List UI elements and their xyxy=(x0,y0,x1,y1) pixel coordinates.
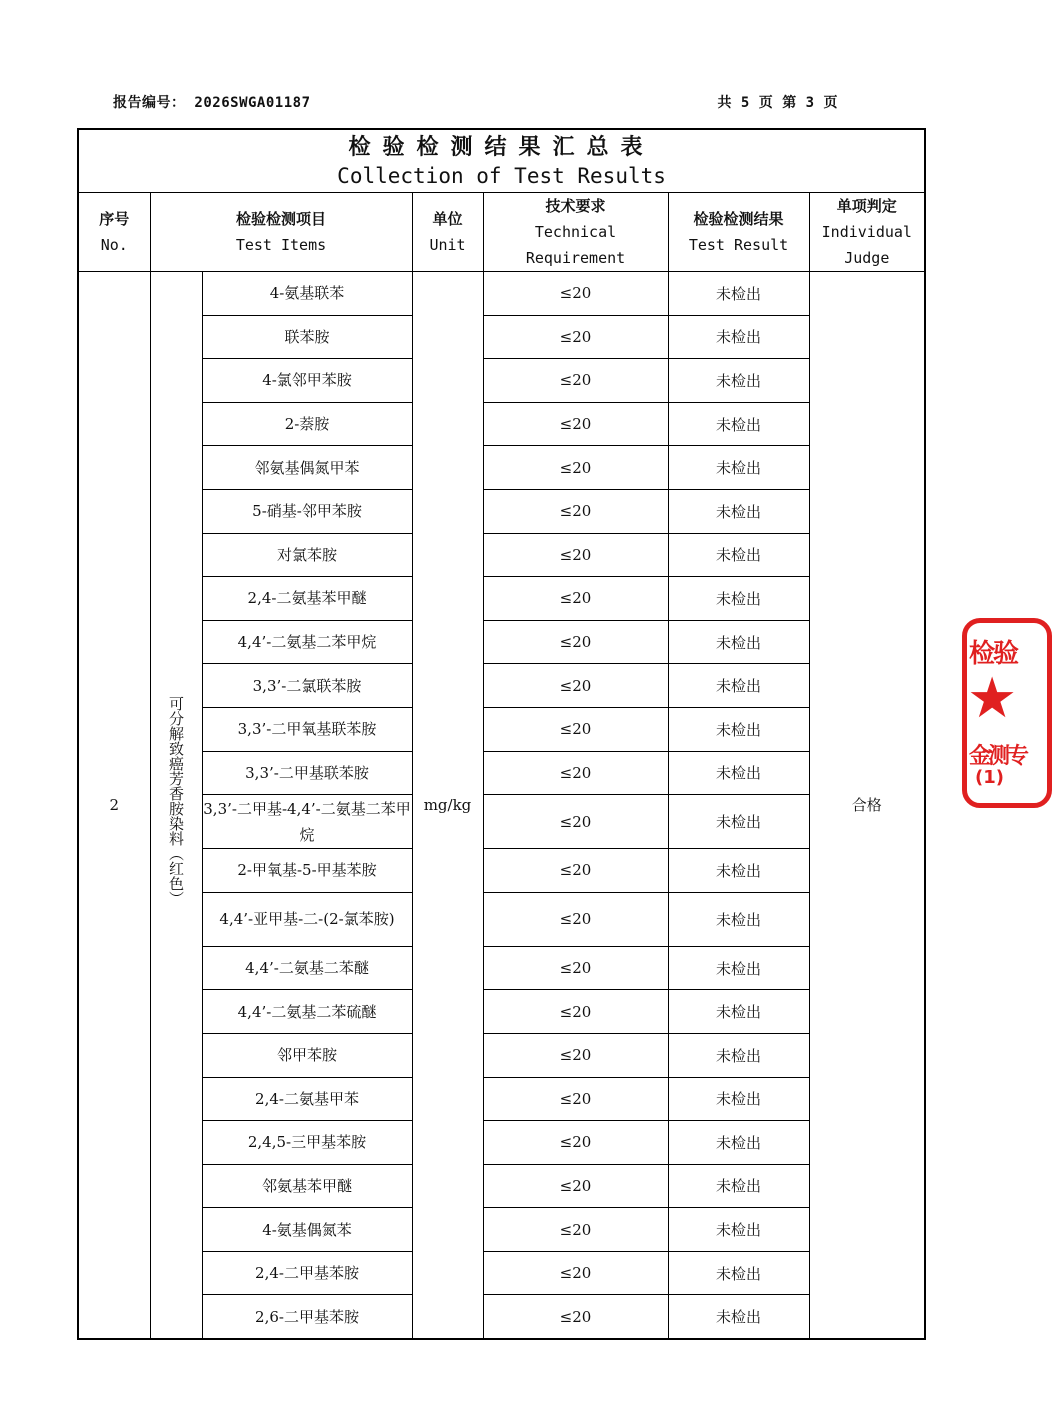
page-info: 共 5 页 第 3 页 xyxy=(717,95,838,111)
table-row xyxy=(78,664,925,708)
test-result: 未检出 xyxy=(668,533,809,577)
technical-requirement: ≤20 xyxy=(483,1077,668,1121)
technical-requirement: ≤20 xyxy=(483,489,668,533)
technical-requirement: ≤20 xyxy=(483,664,668,708)
col-result-cn: 检验检测结果 xyxy=(693,210,784,228)
test-result: 未检出 xyxy=(668,849,809,893)
technical-requirement: ≤20 xyxy=(483,577,668,621)
table-row xyxy=(78,1295,925,1339)
group-number: 2 xyxy=(78,272,150,1339)
test-item: 4-氯邻甲苯胺 xyxy=(202,359,412,403)
table-row xyxy=(78,1077,925,1121)
col-judge-en1: Individual xyxy=(821,223,912,241)
table-row xyxy=(78,946,925,990)
technical-requirement: ≤20 xyxy=(483,751,668,795)
test-result: 未检出 xyxy=(668,620,809,664)
group-unit: mg/kg xyxy=(412,272,483,1339)
group-category xyxy=(150,272,202,1339)
test-result: 未检出 xyxy=(668,664,809,708)
col-head-req xyxy=(483,193,668,272)
test-item: 3,3’-二甲氧基联苯胺 xyxy=(202,707,412,751)
group-judge: 合格 xyxy=(809,272,925,1339)
col-no-cn: 序号 xyxy=(99,210,130,228)
col-head-items xyxy=(150,193,412,272)
test-item: 3,3’-二氯联苯胺 xyxy=(202,664,412,708)
test-item: 联苯胺 xyxy=(202,315,412,359)
test-result: 未检出 xyxy=(668,707,809,751)
technical-requirement: ≤20 xyxy=(483,1033,668,1077)
technical-requirement: ≤20 xyxy=(483,707,668,751)
table-row xyxy=(78,1251,925,1295)
table-row xyxy=(78,849,925,893)
test-item: 5-硝基-邻甲苯胺 xyxy=(202,489,412,533)
table-row xyxy=(78,359,925,403)
test-result: 未检出 xyxy=(668,315,809,359)
col-head-unit xyxy=(412,193,483,272)
test-result: 未检出 xyxy=(668,1164,809,1208)
table-row xyxy=(78,272,925,316)
test-result: 未检出 xyxy=(668,402,809,446)
test-result: 未检出 xyxy=(668,946,809,990)
seal-text-top: 检验 xyxy=(969,639,1018,669)
test-result: 未检出 xyxy=(668,1033,809,1077)
seal-text-mid: 金测专 xyxy=(969,744,1027,769)
table-row xyxy=(78,1121,925,1165)
table-row xyxy=(78,707,925,751)
test-result: 未检出 xyxy=(668,1295,809,1339)
test-result: 未检出 xyxy=(668,1121,809,1165)
test-result: 未检出 xyxy=(668,272,809,316)
col-req-en1: Technical xyxy=(534,223,617,241)
test-item: 3,3’-二甲基-4,4’-二氨基二苯甲烷 xyxy=(202,795,412,849)
table-row xyxy=(78,990,925,1034)
test-item: 2,4-二氨基苯甲醚 xyxy=(202,577,412,621)
technical-requirement: ≤20 xyxy=(483,990,668,1034)
technical-requirement: ≤20 xyxy=(483,1164,668,1208)
test-result: 未检出 xyxy=(668,577,809,621)
technical-requirement: ≤20 xyxy=(483,946,668,990)
test-result: 未检出 xyxy=(668,990,809,1034)
technical-requirement: ≤20 xyxy=(483,1251,668,1295)
table-row xyxy=(78,315,925,359)
test-item: 3,3’-二甲基联苯胺 xyxy=(202,751,412,795)
title-cn: 检验检测结果汇总表 xyxy=(348,134,655,160)
technical-requirement: ≤20 xyxy=(483,849,668,893)
report-number: 报告编号： 2026SWGA01187 xyxy=(113,95,311,111)
test-item: 邻甲苯胺 xyxy=(202,1033,412,1077)
test-result: 未检出 xyxy=(668,751,809,795)
technical-requirement: ≤20 xyxy=(483,359,668,403)
col-unit-cn: 单位 xyxy=(432,210,463,228)
table-row xyxy=(78,620,925,664)
test-item: 4-氨基联苯 xyxy=(202,272,412,316)
col-req-cn: 技术要求 xyxy=(545,197,606,215)
test-result: 未检出 xyxy=(668,489,809,533)
category-label: 可分解致癌芳香胺染料（红色） xyxy=(167,695,185,906)
technical-requirement: ≤20 xyxy=(483,620,668,664)
col-unit-en: Unit xyxy=(429,236,466,254)
col-req-en2: Requirement xyxy=(525,249,626,267)
table-row xyxy=(78,577,925,621)
test-result: 未检出 xyxy=(668,795,809,849)
technical-requirement: ≤20 xyxy=(483,1121,668,1165)
test-item: 4,4’-二氨基二苯醚 xyxy=(202,946,412,990)
test-result: 未检出 xyxy=(668,892,809,946)
test-item: 2,4-二甲基苯胺 xyxy=(202,1251,412,1295)
test-item: 对氯苯胺 xyxy=(202,533,412,577)
technical-requirement: ≤20 xyxy=(483,446,668,490)
test-result: 未检出 xyxy=(668,446,809,490)
test-item: 4-氨基偶氮苯 xyxy=(202,1208,412,1252)
col-items-cn: 检验检测项目 xyxy=(235,210,326,228)
test-item: 2,4-二氨基甲苯 xyxy=(202,1077,412,1121)
table-row xyxy=(78,1033,925,1077)
col-judge-en2: Judge xyxy=(844,249,890,267)
test-item: 邻氨基苯甲醚 xyxy=(202,1164,412,1208)
technical-requirement: ≤20 xyxy=(483,315,668,359)
test-item: 4,4’-二氨基二苯甲烷 xyxy=(202,620,412,664)
technical-requirement: ≤20 xyxy=(483,1295,668,1339)
col-items-en: Test Items xyxy=(235,236,327,254)
inspection-seal xyxy=(962,618,1052,808)
results-table xyxy=(77,128,926,1340)
technical-requirement: ≤20 xyxy=(483,1208,668,1252)
test-result: 未检出 xyxy=(668,359,809,403)
test-item: 4,4’-亚甲基-二-(2-氯苯胺) xyxy=(202,892,412,946)
table-row xyxy=(78,751,925,795)
col-judge-cn: 单项判定 xyxy=(836,197,897,215)
table-row xyxy=(78,892,925,946)
seal-text-bottom: (1) xyxy=(975,767,1004,788)
test-result: 未检出 xyxy=(668,1077,809,1121)
test-item: 2-甲氧基-5-甲基苯胺 xyxy=(202,849,412,893)
col-head-no xyxy=(78,193,150,272)
technical-requirement: ≤20 xyxy=(483,272,668,316)
table-row xyxy=(78,446,925,490)
test-item: 邻氨基偶氮甲苯 xyxy=(202,446,412,490)
table-row xyxy=(78,795,925,849)
test-item: 2,6-二甲基苯胺 xyxy=(202,1295,412,1339)
table-row xyxy=(78,1164,925,1208)
table-row xyxy=(78,402,925,446)
technical-requirement: ≤20 xyxy=(483,402,668,446)
col-no-en: No. xyxy=(100,236,128,254)
col-head-result xyxy=(668,193,809,272)
technical-requirement: ≤20 xyxy=(483,892,668,946)
test-result: 未检出 xyxy=(668,1208,809,1252)
table-row xyxy=(78,489,925,533)
table-row xyxy=(78,1208,925,1252)
table-title xyxy=(78,129,925,193)
technical-requirement: ≤20 xyxy=(483,533,668,577)
technical-requirement: ≤20 xyxy=(483,795,668,849)
table-row xyxy=(78,533,925,577)
test-item: 4,4’-二氨基二苯硫醚 xyxy=(202,990,412,1034)
title-en: Collection of Test Results xyxy=(337,164,666,188)
col-result-en: Test Result xyxy=(688,236,789,254)
test-item: 2-萘胺 xyxy=(202,402,412,446)
test-result: 未检出 xyxy=(668,1251,809,1295)
star-icon: ★ xyxy=(967,666,1018,731)
col-head-judge xyxy=(809,193,925,272)
test-item: 2,4,5-三甲基苯胺 xyxy=(202,1121,412,1165)
